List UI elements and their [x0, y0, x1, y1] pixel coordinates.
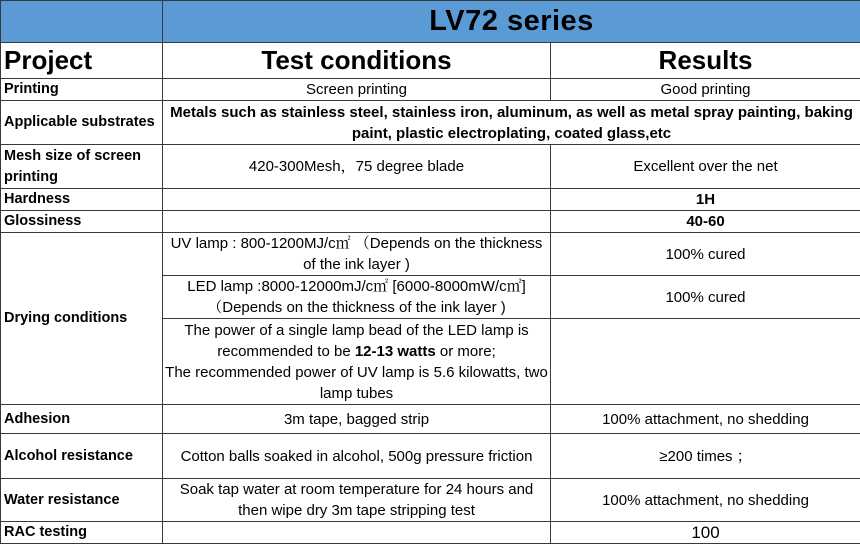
power-text-post: or more;	[439, 342, 496, 360]
row-label: Drying conditions	[1, 233, 163, 405]
row-glossiness	[1, 211, 860, 233]
header-test-conditions: Test conditions	[163, 43, 551, 79]
result-cell: Excellent over the net	[551, 145, 860, 189]
row-label: Alcohol resistance	[1, 434, 163, 479]
condition-cell: Screen printing	[163, 79, 551, 101]
led-condition-cell: LED lamp :8000-12000mJ/c㎡ [6000-8000mW/c㎡] （Depends on the thickness of the ink layer )	[163, 276, 551, 319]
condition-cell: Soak tap water at room temperature for 24 hours and then wipe dry 3m tape stripping test	[163, 479, 551, 522]
condition-cell: Cotton balls soaked in alcohol, 500g pressure friction	[163, 434, 551, 479]
row-label: RAC testing	[1, 522, 163, 544]
table-title: LV72 series	[163, 1, 860, 43]
condition-cell	[163, 211, 551, 233]
result-cell: ≥200 times ；	[551, 434, 860, 479]
row-water	[1, 479, 860, 522]
condition-cell: 420-300Mesh，75 degree blade	[163, 145, 551, 189]
row-alcohol	[1, 434, 860, 479]
result-cell: 100% attachment, no shedding	[551, 479, 860, 522]
header-row	[1, 43, 860, 79]
uv-result-cell: 100% cured	[551, 233, 860, 276]
title-blank-cell	[1, 1, 163, 43]
uv-condition-cell: UV lamp : 800-1200MJ/c㎡ （Depends on the thickness of the ink layer )	[163, 233, 551, 276]
row-hardness	[1, 189, 860, 211]
power-result-cell	[551, 319, 860, 405]
row-substrates	[1, 101, 860, 145]
row-adhesion	[1, 405, 860, 434]
result-cell: 100	[551, 522, 860, 544]
row-label: Applicable substrates	[1, 101, 163, 145]
power-text: The power of a single lamp bead of the LED lamp is recommended to be	[184, 321, 529, 360]
row-label: Glossiness	[1, 211, 163, 233]
row-rac	[1, 522, 860, 544]
power-condition-cell	[163, 319, 551, 405]
row-label: Adhesion	[1, 405, 163, 434]
substrates-value: Metals such as stainless steel, stainless iron, aluminum, as well as metal spray painting, baking paint, plastic electroplating, coated glass,etc	[163, 101, 860, 145]
result-cell: 100% attachment, no shedding	[551, 405, 860, 434]
condition-cell: 3m tape, bagged strip	[163, 405, 551, 434]
header-project: Project	[1, 43, 163, 79]
title-row	[1, 1, 860, 43]
condition-cell	[163, 189, 551, 211]
power-watts: 12-13 watts	[354, 342, 436, 360]
power-uv-text: The recommended power of UV lamp is 5.6 kilowatts, two lamp tubes	[165, 363, 548, 402]
row-label: Mesh size of screen printing	[1, 145, 163, 189]
result-cell: 1H	[551, 189, 860, 211]
result-cell: Good printing	[551, 79, 860, 101]
row-drying-uv	[1, 233, 860, 276]
row-label: Printing	[1, 79, 163, 101]
row-printing	[1, 79, 860, 101]
led-result-cell: 100% cured	[551, 276, 860, 319]
row-label: Hardness	[1, 189, 163, 211]
row-mesh	[1, 145, 860, 189]
result-cell: 40-60	[551, 211, 860, 233]
header-results: Results	[551, 43, 860, 79]
row-label: Water resistance	[1, 479, 163, 522]
condition-cell	[163, 522, 551, 544]
